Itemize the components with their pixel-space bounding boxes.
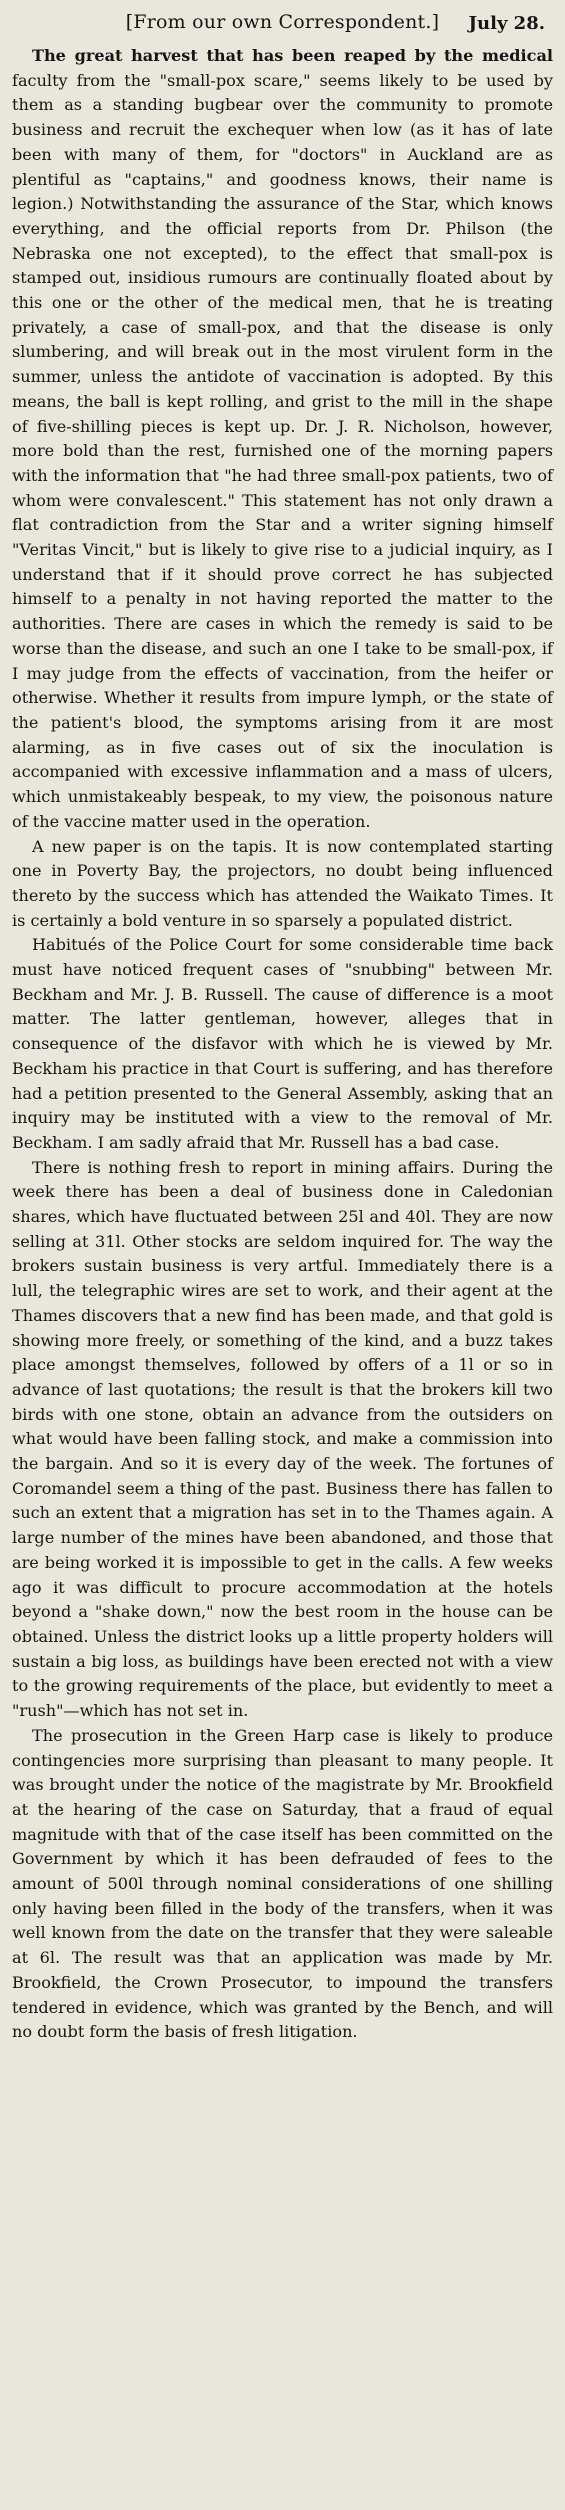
paragraph-green-harp-case: The prosecution in the Green Harp case is likely to produce contingencies more surprising than pleasant to many people. It was brought under the notice of the magistrate by Mr. Brookfield at the hearing of the case on Saturday, that a fraud of equal magnitude with that of the case itself has been committed on the Government by which it has been defrauded of fees to the amount of 500l through nominal considerations of one shilling only having been filled in the body of the transfers, when it was well known from the date on the transfer that they were saleable at 6l. The result was that an application was made by Mr. Brookfield, the Crown Prosecutor, to impound the transfers tendered in evidence, which was granted by the Bench, and will no doubt form the basis of fresh litigation. <box>12 1725 553 2042</box>
paragraph-mining-affairs: There is nothing fresh to report in mining affairs. During the week there has been a deal of business done in Caledonian shares, which have fluctuated between 25l and 40l. They are now selling at 31l. Other stocks are seldom inquired for. The way the brokers sustain business is very artful. Immediately there is a lull, the telegraphic wires are set to work, and their agent at the Thames discovers that a new find has been made, and that gold is showing more freely, or something of the kind, and a buzz takes place amongst themselves, followed by offers of a 1l or so in advance of last quotations; the result is that the brokers kill two birds with one stone, obtain an advance from the outsiders on what would have been falling stock, and make a commission into the bargain. And so it is every day of the week. The fortunes of Coromandel seem a thing of the past. Business there has fallen to such an extent that a migration has set in to the Thames again. A large number of the mines have been abandoned, and those that are being worked it is impossible to get in the calls. A few weeks ago it was difficult to procure accommodation at the hotels beyond a "shake down," now the best room in the house can be obtained. Unless the district looks up a little property holders will sustain a big loss, as buildings have been erected not with a view to the growing requirements of the place, but evidently to meet a "rush"—which has not set in. <box>12 1157 553 1721</box>
paragraph-smallpox: The great harvest that has been reaped by the medical faculty from the "small-pox scare," seems likely to be used by them as a standing bugbear over the community to promote business and recruit the exchequer when low (as it has of late been with many of them, for "doctors" in Auckland are as plentiful as "captains," and goodness knows, their name is legion.) Notwithstanding the assurance of the Star, which knows everything, and the official reports from Dr. Philson (the Nebraska one not excepted), to the effect that small-pox is stamped out, insidious rumours are continually floated about by this one or the other of the medical men, that he is treating privately, a case of small-pox, and that the disease is only slumbering, and will break out in the most virulent form in the summer, unless the antidote of vaccination is adopted. By this means, the ball is kept rolling, and grist to the mill in the shape of five-shilling pieces is kept up. Dr. J. R. Nicholson, however, more bold than the rest, furnished one of the morning papers with the information that "he had three small-pox patients, two of whom were convalescent." This statement has not only drawn a flat contradiction from the Star and a writer signing himself "Veritas Vincit," but is likely to give rise to a judicial inquiry, as I understand that if it should prove correct he has subjected himself to a penalty in not having reported the matter to the authorities. There are cases in which the remedy is said to be worse than the disease, and such an one I take to be small-pox, if I may judge from the effects of vaccination, from the heifer or otherwise. Whether it results from impure lymph, or the state of the patient's blood, the symptoms arising from it are most alarming, as in five cases out of six the inoculation is accompanied with excessive inflammation and a mass of ulcers, which unmistakeably bespeak, to my view, the poisonous nature of the vaccine matter used in the operation. <box>12 46 553 831</box>
paragraph-new-paper: A new paper is on the tapis. It is now contemplated starting one in Poverty Bay, the projectors, no doubt being influenced thereto by the success which has attended the Waikato Times. It is certainly a bold venture in so sparsely a populated district. <box>12 836 553 930</box>
paragraph-police-court: Habitués of the Police Court for some considerable time back must have noticed frequent cases of "snubbing" between Mr. Beckham and Mr. J. B. Russell. The cause of difference is a moot matter. The latter gentleman, however, alleges that in consequence of the disfavor with which he is viewed by Mr. Beckham his practice in that Court is suffering, and has therefore had a petition presented to the General Assembly, asking that an inquiry may be instituted with a view to the removal of Mr. Beckham. I am sadly afraid that Mr. Russell has a bad case. <box>12 935 553 1152</box>
article-date: July 28. <box>468 13 545 34</box>
article-body <box>12 44 553 2045</box>
correspondent-byline: [From our own Correspondent.] <box>125 11 440 33</box>
article-header <box>12 10 553 36</box>
